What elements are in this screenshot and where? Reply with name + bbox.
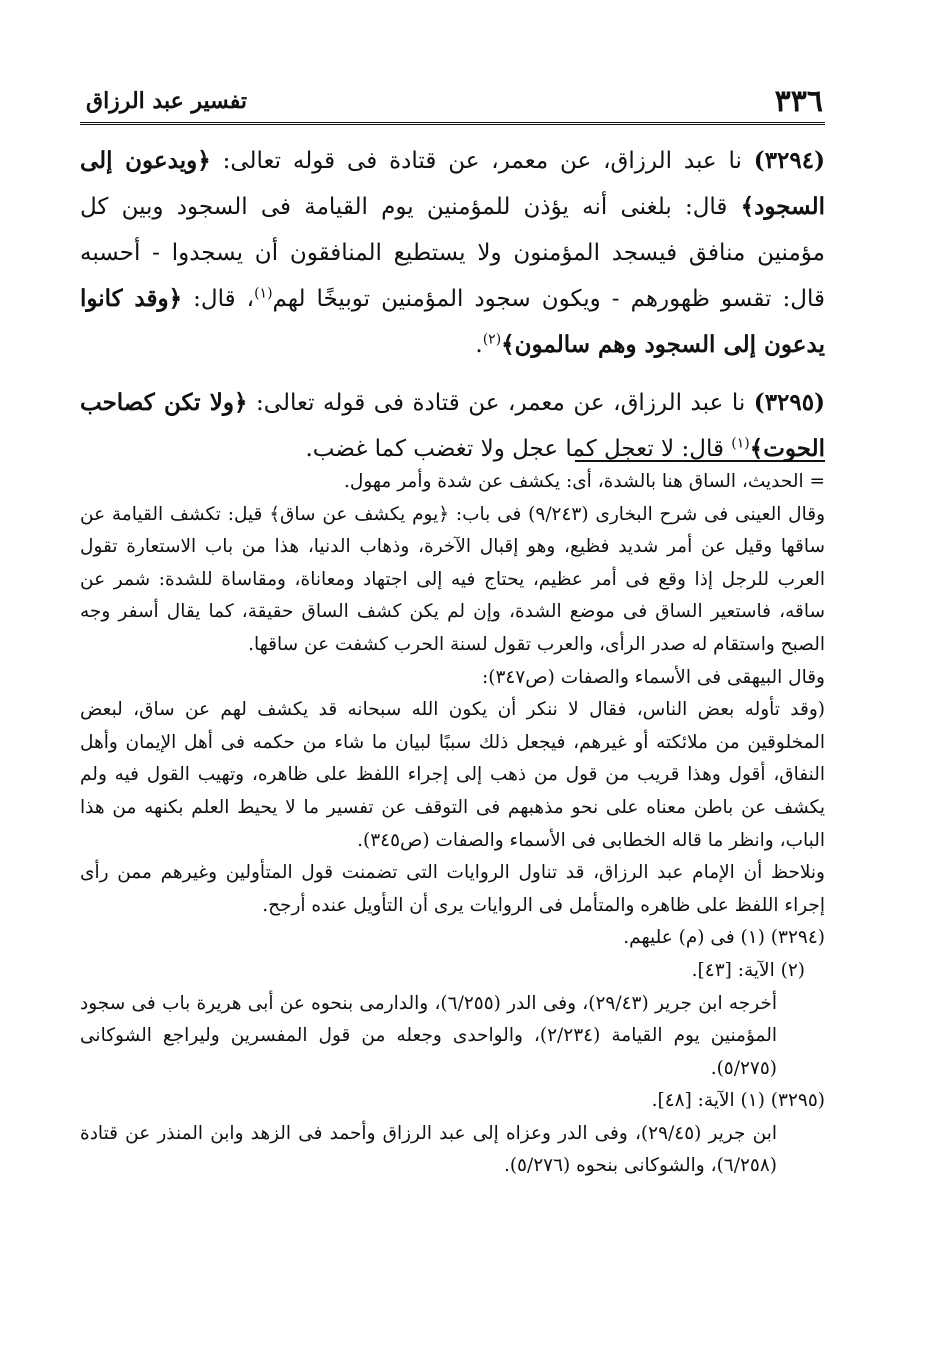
footnotes <box>80 466 825 1183</box>
quran-verse: ﴿ولا تكن كصاحب الحوت﴾ <box>80 389 825 462</box>
hadith-number: (٣٢٩٥) <box>753 389 825 416</box>
footnote-paragraph: (وقد تأوله بعض الناس، فقال لا ننكر أن يكون الله سبحانه قد يكشف لهم عن ساق، لبعض المخلوقين من ملائكته أو غيرهم، فيجعل ذلك سببًا لبيان ما شاء من حكمه فى أهل الإيمان وأهل النفاق، أقول وهذا قريب من قول من ذهب إلى إجراء اللفظ على ظاهره، وتهيب القول فيه ولم يكشف عن باطن معناه على نحو مذهبهم فى التوقف عن تفسير ما لا يحيط العلم بكنهه من هذا الباب، وانظر ما قاله الخطابى فى الأسماء والصفات (ص٣٤٥). <box>80 699 825 851</box>
hadith-text: . <box>475 332 483 358</box>
quran-verse: ﴿ويدعون إلى السجود﴾ <box>80 147 825 220</box>
footnote-paragraph: ونلاحظ أن الإمام عبد الرزاق، قد تناول الروايات التى تضمنت قول المتأولين وغيرهم ممن رأى إجراء اللفظ على ظاهره والمتأمل فى الروايات يرى أن التأويل عنده أرجح. <box>80 862 825 916</box>
hadith-number: (٣٢٩٤) <box>753 147 825 174</box>
footnote-ref[interactable]: (١) <box>731 435 750 452</box>
hadith-3295 <box>80 380 825 472</box>
hadith-text: ، قال: <box>182 286 255 312</box>
quran-verse: ﴿وقد كانوا يدعون إلى السجود وهم سالمون﴾ <box>80 285 825 358</box>
hadith-text: نا عبد الرزاق، عن معمر، عن قتادة فى قوله تعالى: <box>247 390 754 416</box>
hadith-text: قال: بلغنى أنه يؤذن للمؤمنين يوم القيامة فى السجود وبين كل مؤمنين منافق فيسجد المؤمنون ولا يستطيع المنافقون أن يسجدوا - أحسبه قال: تقسو ظهورهم - ويكون سجود المؤمنين توبيخًا لهم <box>80 194 825 312</box>
hadith-text: نا عبد الرزاق، عن معمر، عن قتادة فى قوله تعالى: <box>210 148 754 174</box>
footnote-entry: (٣٢٩٥) (١) الآية: [٤٨]. <box>651 1090 825 1112</box>
page-number: ٣٣٦ <box>774 84 823 119</box>
running-header <box>80 80 825 120</box>
footnote-paragraph: أخرجه ابن جرير (٢٩/٤٣)، وفى الدر (٦/٢٥٥)، والدارمى بنحوه عن أبى هريرة باب فى سجود المؤمنين يوم القيامة (٢/٢٣٤)، والواحدى وجعله من قول المفسرين وليراجع الشوكانى (٥/٢٧٥). <box>80 992 778 1079</box>
header-divider <box>80 122 825 125</box>
footnote-ref[interactable]: (١) <box>254 285 273 302</box>
footnote-paragraph: ابن جرير (٢٩/٤٥)، وفى الدر وعزاه إلى عبد الرزاق وأحمد فى الزهد وابن المنذر عن قتادة (٦/٢٥٨)، والشوكانى بنحوه (٥/٢٧٦). <box>80 1122 777 1177</box>
hadith-text: قال: لا تعجل كما عجل ولا تغضب كما غضب. <box>305 436 732 462</box>
footnote-paragraph: وقال العينى فى شرح البخارى (٩/٢٤٣) فى باب: ﴿يوم يكشف عن ساق﴾ قيل: تكشف القيامة عن ساقها وقيل عن أمر شديد فظيع، وهو إقبال الآخرة، وذهاب الدنيا، هذا من باب الاستعارة تقول العرب للرجل إذا وقع فى أمر عظيم، يحتاج فيه إلى اجتهاد ومعاناة، ومقاساة للشدة: شمر عن ساقه، فاستعير الساق فى موضع الشدة، وإن لم يكن كشف الساق حقيقة، كما يقال أسفر وجه الصبح واستقام له صدر الرأى، والعرب تقول لسنة الحرب كشفت عن ساقها. <box>80 503 826 655</box>
footnote-divider <box>575 460 825 462</box>
footnote-paragraph: وقال البيهقى فى الأسماء والصفات (ص٣٤٧): <box>481 666 825 688</box>
footnote-entry: (٢) الآية: [٤٣]. <box>691 959 805 981</box>
footnote-entry: (٣٢٩٤) (١) فى (م) عليهم. <box>623 927 825 949</box>
main-text <box>80 138 825 484</box>
hadith-3294 <box>80 138 825 368</box>
book-title: تفسير عبد الرزاق <box>86 88 248 114</box>
footnote-ref[interactable]: (٢) <box>482 331 502 348</box>
footnote-paragraph: = الحديث، الساق هنا بالشدة، أى: يكشف عن شدة وأمر مهول. <box>344 471 825 492</box>
